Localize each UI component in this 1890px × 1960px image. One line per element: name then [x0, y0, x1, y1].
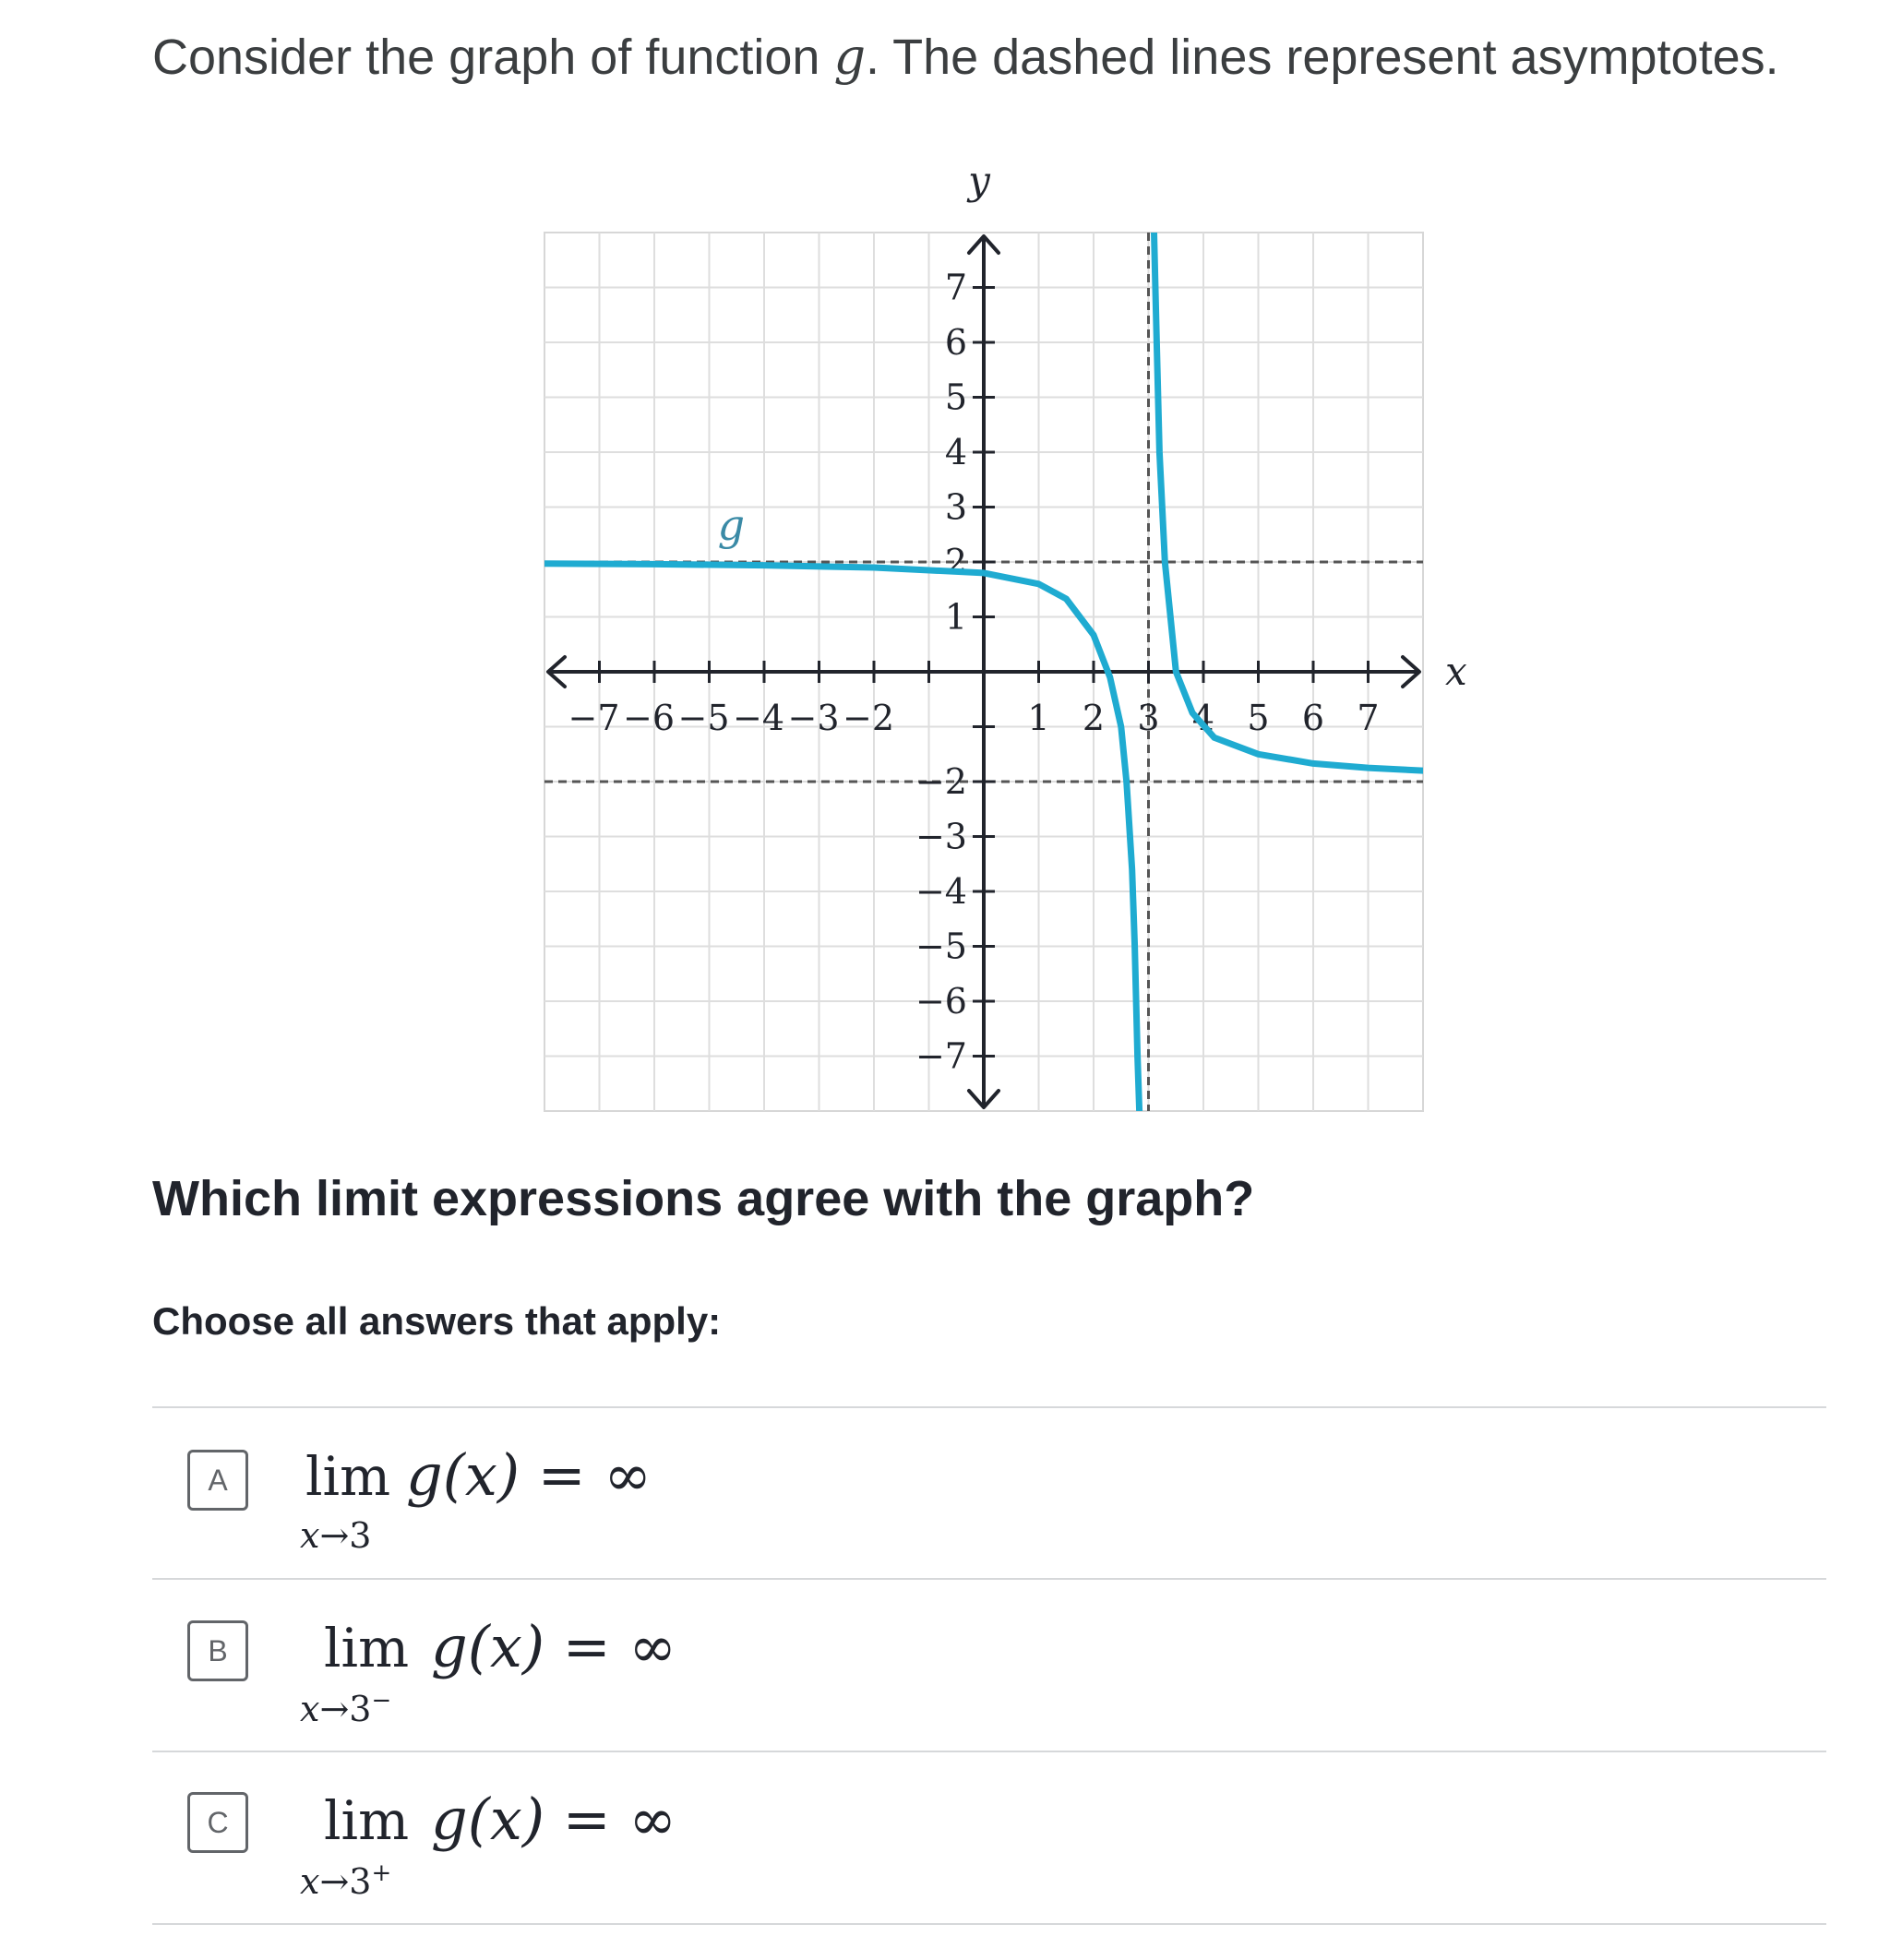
x-tick-label: 5 [1247, 698, 1270, 738]
y-tick-label: 6 [944, 322, 967, 363]
choice-a[interactable]: A lim x→3 g(x) = ∞ [152, 1408, 1826, 1574]
choice-a-checkbox[interactable]: A [187, 1450, 248, 1511]
choice-b[interactable]: B lim x→3− g(x) = ∞ [152, 1580, 1826, 1746]
curve-label: g [717, 500, 746, 551]
x-tick-label: 6 [1301, 698, 1325, 738]
x-tick-label: 3 [1137, 698, 1160, 738]
x-axis-label: x [1445, 649, 1467, 694]
choice-b-checkbox[interactable]: B [187, 1620, 248, 1681]
x-tick-label: −2 [842, 698, 895, 738]
y-tick-label: 5 [944, 376, 967, 418]
x-tick-label: 1 [1027, 698, 1050, 738]
y-tick-label: −6 [915, 981, 967, 1022]
prompt-text: Consider the graph of function g. The dashed lines represent asymptotes. [152, 28, 1779, 86]
choice-c[interactable]: C lim x→3+ g(x) = ∞ [152, 1752, 1826, 1918]
instruction-text: Choose all answers that apply: [152, 1299, 722, 1343]
y-tick-label: 2 [944, 542, 967, 582]
y-tick-label: −5 [915, 926, 967, 967]
x-tick-label: −4 [732, 698, 785, 738]
y-tick-label: −3 [915, 816, 967, 857]
y-tick-label: 3 [944, 486, 967, 528]
divider [152, 1923, 1826, 1925]
question-text: Which limit expressions agree with the graph? [152, 1171, 1255, 1226]
y-tick-label: −2 [915, 761, 967, 802]
y-tick-label: 4 [944, 432, 967, 472]
x-tick-label: −6 [622, 698, 676, 738]
y-tick-label: −7 [915, 1035, 967, 1077]
x-tick-label: 2 [1082, 698, 1106, 738]
y-axis-label: y [968, 158, 990, 203]
x-tick-label: 7 [1357, 698, 1380, 738]
function-variable: g [833, 28, 867, 86]
y-tick-label: −4 [915, 871, 967, 912]
y-tick-label: 1 [944, 596, 967, 638]
y-tick-label: 7 [944, 267, 967, 308]
x-tick-label: 4 [1191, 698, 1215, 738]
x-tick-label: −5 [677, 698, 730, 738]
x-tick-label: −7 [568, 698, 620, 738]
choice-c-checkbox[interactable]: C [187, 1792, 248, 1853]
x-tick-label: −3 [787, 698, 840, 738]
